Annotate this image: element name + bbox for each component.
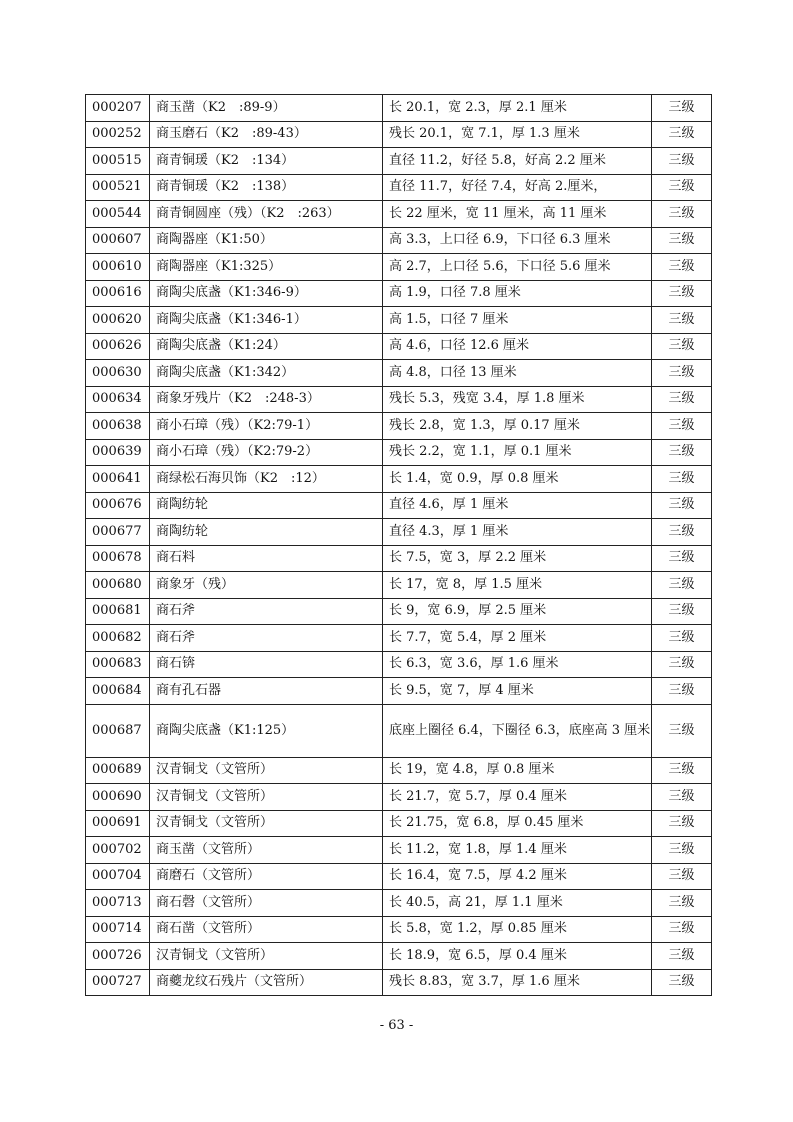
artifact-level-cell: 三级: [652, 201, 712, 228]
page-number: - 63 -: [379, 1018, 414, 1033]
table-row: [86, 360, 712, 387]
artifact-name-cell: 商玉凿（K2 :89-9）: [150, 95, 383, 122]
artifact-size-cell: 直径 11.2，好径 5.8，好高 2.2 厘米: [383, 148, 652, 175]
artifact-name-cell: 商石锛: [150, 651, 383, 678]
table-row: [86, 598, 712, 625]
artifact-size-cell: 长 21.75，宽 6.8，厚 0.45 厘米: [383, 810, 652, 837]
artifact-id-cell: 000641: [86, 466, 150, 493]
table-row: [86, 280, 712, 307]
artifact-name-cell: 商青铜圆座（残）（K2 :263）: [150, 201, 383, 228]
artifact-size-cell: 高 1.9，口径 7.8 厘米: [383, 280, 652, 307]
artifact-name-cell: 商陶尖底盏（K1:24）: [150, 333, 383, 360]
artifact-id-cell: 000207: [86, 95, 150, 122]
artifact-level-cell: 三级: [652, 757, 712, 784]
artifact-level-cell: 三级: [652, 413, 712, 440]
artifact-id-cell: 000683: [86, 651, 150, 678]
artifact-name-cell: 商石料: [150, 545, 383, 572]
artifact-size-cell: 长 5.8，宽 1.2，厚 0.85 厘米: [383, 916, 652, 943]
artifact-name-cell: 汉青铜戈（文管所）: [150, 943, 383, 970]
table-row: [86, 890, 712, 917]
artifact-name-cell: 商小石璋（残）（K2:79-1）: [150, 413, 383, 440]
artifact-name-cell: 商陶尖底盏（K1:346-1）: [150, 307, 383, 334]
artifact-name-cell: 商陶纺轮: [150, 519, 383, 546]
artifact-size-cell: 直径 11.7，好径 7.4，好高 2.厘米，: [383, 174, 652, 201]
artifact-level-cell: 三级: [652, 651, 712, 678]
artifact-name-cell: 汉青铜戈（文管所）: [150, 757, 383, 784]
table-row: [86, 651, 712, 678]
table-row: [86, 784, 712, 811]
artifact-size-cell: 高 2.7，上口径 5.6，下口径 5.6 厘米: [383, 254, 652, 281]
artifact-size-cell: 长 21.7，宽 5.7，厚 0.4 厘米: [383, 784, 652, 811]
artifact-level-cell: 三级: [652, 307, 712, 334]
artifact-level-cell: 三级: [652, 174, 712, 201]
artifact-level-cell: 三级: [652, 519, 712, 546]
artifact-name-cell: 商青铜瑗（K2 :138）: [150, 174, 383, 201]
table-row: [86, 492, 712, 519]
table-row: [86, 943, 712, 970]
artifact-id-cell: 000682: [86, 625, 150, 652]
artifact-name-cell: 商石斧: [150, 598, 383, 625]
artifact-level-cell: 三级: [652, 890, 712, 917]
artifact-id-cell: 000252: [86, 121, 150, 148]
table-row: [86, 625, 712, 652]
artifact-size-cell: 长 16.4，宽 7.5，厚 4.2 厘米: [383, 863, 652, 890]
artifact-level-cell: 三级: [652, 943, 712, 970]
artifact-id-cell: 000638: [86, 413, 150, 440]
artifact-id-cell: 000544: [86, 201, 150, 228]
table-row: [86, 545, 712, 572]
artifact-name-cell: 商小石璋（残）（K2:79-2）: [150, 439, 383, 466]
artifact-level-cell: 三级: [652, 227, 712, 254]
artifact-size-cell: 高 3.3，上口径 6.9，下口径 6.3 厘米: [383, 227, 652, 254]
artifact-level-cell: 三级: [652, 545, 712, 572]
artifact-id-cell: 000676: [86, 492, 150, 519]
table-row: [86, 95, 712, 122]
artifact-name-cell: 商石磬（文管所）: [150, 890, 383, 917]
artifact-level-cell: 三级: [652, 492, 712, 519]
artifact-level-cell: 三级: [652, 466, 712, 493]
artifact-size-cell: 长 18.9，宽 6.5，厚 0.4 厘米: [383, 943, 652, 970]
artifact-id-cell: 000616: [86, 280, 150, 307]
artifact-level-cell: 三级: [652, 386, 712, 413]
artifact-size-cell: 长 6.3，宽 3.6，厚 1.6 厘米: [383, 651, 652, 678]
artifact-size-cell: 长 20.1，宽 2.3，厚 2.1 厘米: [383, 95, 652, 122]
table-row: [86, 174, 712, 201]
table-row: [86, 757, 712, 784]
table-row: [86, 519, 712, 546]
table-row: [86, 969, 712, 996]
artifact-id-cell: 000630: [86, 360, 150, 387]
artifact-name-cell: 商石凿（文管所）: [150, 916, 383, 943]
artifact-size-cell: 长 7.7，宽 5.4，厚 2 厘米: [383, 625, 652, 652]
table-row: [86, 678, 712, 705]
artifact-level-cell: 三级: [652, 863, 712, 890]
artifact-size-cell: 长 1.4，宽 0.9，厚 0.8 厘米: [383, 466, 652, 493]
table-row: [86, 837, 712, 864]
artifact-size-cell: 长 7.5，宽 3，厚 2.2 厘米: [383, 545, 652, 572]
artifact-name-cell: 商玉凿（文管所）: [150, 837, 383, 864]
artifact-id-cell: 000681: [86, 598, 150, 625]
artifact-size-cell: 高 4.6，口径 12.6 厘米: [383, 333, 652, 360]
table-row: [86, 333, 712, 360]
table-row: [86, 121, 712, 148]
table-row: [86, 863, 712, 890]
artifact-level-cell: 三级: [652, 333, 712, 360]
artifact-name-cell: 商青铜瑗（K2 :134）: [150, 148, 383, 175]
table-row: [86, 916, 712, 943]
table-row: [86, 148, 712, 175]
artifact-name-cell: 商象牙（残）: [150, 572, 383, 599]
table-row: [86, 307, 712, 334]
artifact-size-cell: 直径 4.6，厚 1 厘米: [383, 492, 652, 519]
artifact-level-cell: 三级: [652, 254, 712, 281]
artifact-name-cell: 商陶器座（K1:325）: [150, 254, 383, 281]
artifact-size-cell: 残长 8.83，宽 3.7，厚 1.6 厘米: [383, 969, 652, 996]
artifact-level-cell: 三级: [652, 784, 712, 811]
artifact-level-cell: 三级: [652, 572, 712, 599]
artifact-level-cell: 三级: [652, 678, 712, 705]
artifact-id-cell: 000684: [86, 678, 150, 705]
artifact-level-cell: 三级: [652, 280, 712, 307]
artifact-id-cell: 000689: [86, 757, 150, 784]
table-row: [86, 439, 712, 466]
artifact-name-cell: 商绿松石海贝饰（K2 :12）: [150, 466, 383, 493]
artifact-name-cell: 商陶尖底盏（K1:342）: [150, 360, 383, 387]
table-row: [86, 572, 712, 599]
table-row: [86, 386, 712, 413]
artifact-level-cell: 三级: [652, 95, 712, 122]
artifact-id-cell: 000713: [86, 890, 150, 917]
artifact-id-cell: 000521: [86, 174, 150, 201]
artifact-id-cell: 000678: [86, 545, 150, 572]
artifact-name-cell: 商陶器座（K1:50）: [150, 227, 383, 254]
artifact-table: [85, 94, 712, 996]
artifact-name-cell: 汉青铜戈（文管所）: [150, 784, 383, 811]
artifact-level-cell: 三级: [652, 148, 712, 175]
artifact-name-cell: 商陶尖底盏（K1:125）: [150, 704, 383, 757]
artifact-level-cell: 三级: [652, 598, 712, 625]
artifact-name-cell: 商夔龙纹石残片（文管所）: [150, 969, 383, 996]
table-row: [86, 704, 712, 757]
artifact-size-cell: 长 19，宽 4.8，厚 0.8 厘米: [383, 757, 652, 784]
table-row: [86, 254, 712, 281]
artifact-id-cell: 000677: [86, 519, 150, 546]
artifact-level-cell: 三级: [652, 439, 712, 466]
artifact-level-cell: 三级: [652, 360, 712, 387]
artifact-size-cell: 长 11.2，宽 1.8，厚 1.4 厘米: [383, 837, 652, 864]
artifact-id-cell: 000726: [86, 943, 150, 970]
table-row: [86, 201, 712, 228]
artifact-id-cell: 000626: [86, 333, 150, 360]
artifact-name-cell: 商磨石（文管所）: [150, 863, 383, 890]
table-row: [86, 810, 712, 837]
table-row: [86, 413, 712, 440]
artifact-id-cell: 000690: [86, 784, 150, 811]
artifact-id-cell: 000680: [86, 572, 150, 599]
artifact-id-cell: 000691: [86, 810, 150, 837]
table-row: [86, 466, 712, 493]
artifact-id-cell: 000607: [86, 227, 150, 254]
artifact-id-cell: 000639: [86, 439, 150, 466]
artifact-id-cell: 000620: [86, 307, 150, 334]
artifact-level-cell: 三级: [652, 810, 712, 837]
artifact-id-cell: 000610: [86, 254, 150, 281]
artifact-size-cell: 高 4.8，口径 13 厘米: [383, 360, 652, 387]
artifact-id-cell: 000714: [86, 916, 150, 943]
artifact-level-cell: 三级: [652, 704, 712, 757]
artifact-level-cell: 三级: [652, 625, 712, 652]
artifact-table-body: [86, 95, 712, 996]
artifact-id-cell: 000704: [86, 863, 150, 890]
artifact-level-cell: 三级: [652, 121, 712, 148]
artifact-id-cell: 000727: [86, 969, 150, 996]
artifact-size-cell: 长 22 厘米，宽 11 厘米，高 11 厘米: [383, 201, 652, 228]
artifact-id-cell: 000634: [86, 386, 150, 413]
artifact-size-cell: 底座上圈径 6.4，下圈径 6.3，底座高 3 厘米: [383, 704, 652, 757]
artifact-size-cell: 长 40.5，高 21，厚 1.1 厘米: [383, 890, 652, 917]
artifact-level-cell: 三级: [652, 916, 712, 943]
artifact-size-cell: 残长 2.2，宽 1.1，厚 0.1 厘米: [383, 439, 652, 466]
artifact-name-cell: 商石斧: [150, 625, 383, 652]
artifact-size-cell: 残长 2.8，宽 1.3，厚 0.17 厘米: [383, 413, 652, 440]
artifact-size-cell: 长 9，宽 6.9，厚 2.5 厘米: [383, 598, 652, 625]
artifact-id-cell: 000702: [86, 837, 150, 864]
artifact-name-cell: 商陶尖底盏（K1:346-9）: [150, 280, 383, 307]
artifact-name-cell: 商有孔石器: [150, 678, 383, 705]
artifact-size-cell: 高 1.5，口径 7 厘米: [383, 307, 652, 334]
artifact-size-cell: 长 17，宽 8，厚 1.5 厘米: [383, 572, 652, 599]
artifact-name-cell: 商陶纺轮: [150, 492, 383, 519]
artifact-level-cell: 三级: [652, 837, 712, 864]
artifact-id-cell: 000515: [86, 148, 150, 175]
artifact-level-cell: 三级: [652, 969, 712, 996]
table-row: [86, 227, 712, 254]
artifact-size-cell: 残长 20.1，宽 7.1，厚 1.3 厘米: [383, 121, 652, 148]
artifact-name-cell: 汉青铜戈（文管所）: [150, 810, 383, 837]
artifact-name-cell: 商象牙残片（K2 :248-3）: [150, 386, 383, 413]
artifact-size-cell: 长 9.5，宽 7，厚 4 厘米: [383, 678, 652, 705]
artifact-size-cell: 直径 4.3，厚 1 厘米: [383, 519, 652, 546]
artifact-size-cell: 残长 5.3，残宽 3.4，厚 1.8 厘米: [383, 386, 652, 413]
artifact-name-cell: 商玉磨石（K2 :89-43）: [150, 121, 383, 148]
artifact-id-cell: 000687: [86, 704, 150, 757]
